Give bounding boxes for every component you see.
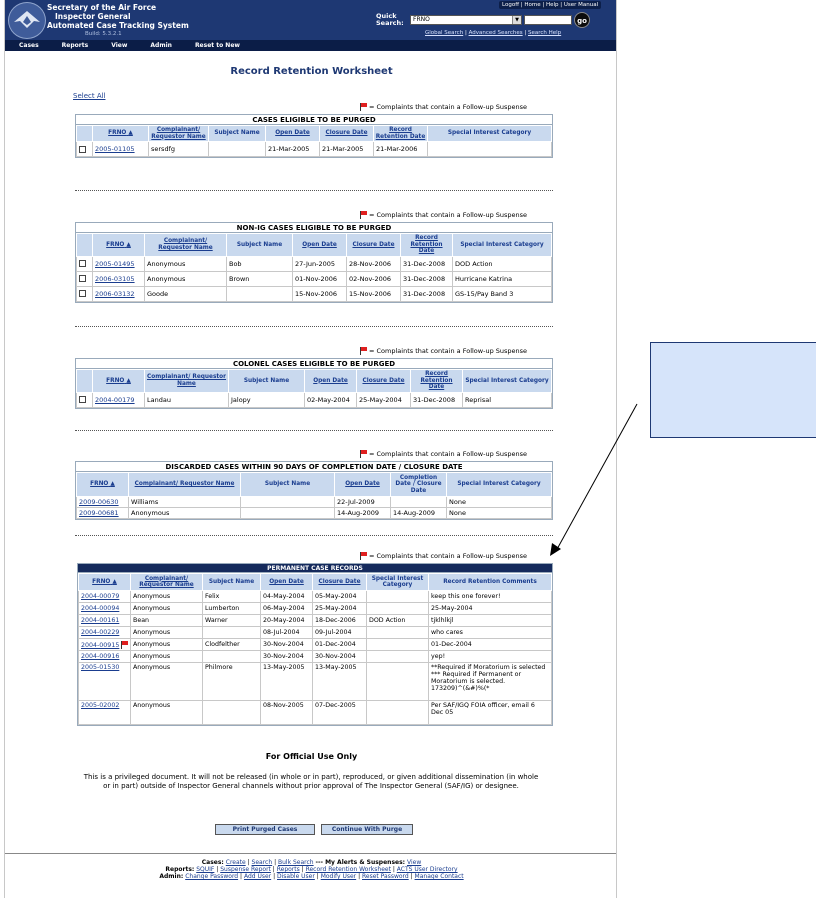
top-links: Logoff | Home | Help | User Manual bbox=[499, 1, 601, 9]
cell: 15-Nov-2006 bbox=[347, 286, 401, 301]
home-link[interactable]: Home bbox=[524, 2, 541, 8]
cell: Anonymous bbox=[129, 508, 241, 519]
cell: 28-Nov-2006 bbox=[347, 256, 401, 271]
col-special-interest: Special Interest Category bbox=[447, 473, 552, 497]
cell: Reprisal bbox=[463, 392, 552, 407]
col-open-date[interactable]: Open Date bbox=[305, 370, 357, 393]
frno-link[interactable]: 2006-03105 bbox=[95, 274, 135, 283]
col-complainant[interactable]: Complainant/ Requestor Name bbox=[145, 370, 229, 393]
nav-reset-to-new[interactable]: Reset to New bbox=[194, 42, 240, 49]
cell: 13-May-2005 bbox=[261, 663, 313, 701]
frno-link[interactable]: 2004-00179 bbox=[95, 395, 135, 404]
footer-alerts-label: --- My Alerts & Suspenses: bbox=[315, 859, 406, 866]
table-title: NON-IG CASES ELIGIBLE TO BE PURGED bbox=[76, 223, 552, 233]
cell: who cares bbox=[429, 627, 552, 639]
footer-bulk-search-link[interactable]: Bulk Search bbox=[278, 859, 314, 866]
cell: None bbox=[447, 497, 552, 508]
cell: Goode bbox=[145, 286, 227, 301]
col-closure-date[interactable]: Closure Date bbox=[313, 574, 367, 591]
col-retention-date[interactable]: Record Retention Date bbox=[411, 370, 463, 393]
cell: Jalopy bbox=[229, 392, 305, 407]
cell: 05-May-2004 bbox=[313, 591, 367, 603]
table-title: PERMANENT CASE RECORDS bbox=[78, 564, 552, 573]
col-open-date[interactable]: Open Date bbox=[335, 473, 391, 497]
sort-up-icon: ▲ bbox=[126, 241, 131, 248]
footer-squif-link[interactable]: SQUIF bbox=[196, 866, 215, 873]
chevron-down-icon: ▼ bbox=[512, 16, 521, 24]
callout-arrow-line bbox=[556, 404, 637, 551]
cell: Landau bbox=[145, 392, 229, 407]
col-complainant[interactable]: Complainant/ Requestor Name bbox=[149, 126, 209, 142]
frno-link[interactable]: 2004-00916 bbox=[81, 653, 120, 660]
frno-link[interactable]: 2004-00079 bbox=[81, 593, 120, 600]
cell: 04-May-2004 bbox=[261, 591, 313, 603]
cell: Philmore bbox=[203, 663, 261, 701]
footer-retention-worksheet-link[interactable]: Record Retention Worksheet bbox=[305, 866, 391, 873]
col-closure-date[interactable]: Closure Date bbox=[320, 126, 374, 142]
cell: 30-Nov-2004 bbox=[261, 639, 313, 651]
cell: **Required if Moratorium is selected *** Required if Permanent or Moratorium is selected. 173209)^(&#)%(* bbox=[429, 663, 552, 701]
cell: 02-May-2004 bbox=[305, 392, 357, 407]
cell: 25-May-2004 bbox=[313, 603, 367, 615]
footer-add-user-link[interactable]: Add User bbox=[243, 873, 272, 880]
col-frno-label: FRNO bbox=[92, 578, 111, 585]
col-open-date[interactable]: Open Date bbox=[293, 234, 347, 257]
cell: 08-Nov-2005 bbox=[261, 701, 313, 725]
title-line-3: Automated Case Tracking System bbox=[47, 21, 189, 30]
frno-link[interactable]: 2009-00630 bbox=[79, 498, 119, 506]
go-button[interactable]: go bbox=[574, 12, 590, 28]
frno-link[interactable]: 2005-01530 bbox=[81, 664, 120, 671]
col-subject: Subject Name bbox=[229, 370, 305, 393]
frno-link[interactable]: 2004-00161 bbox=[81, 617, 120, 624]
cell: Anonymous bbox=[131, 603, 203, 615]
footer-reset-password-link[interactable]: Reset Password bbox=[362, 873, 409, 880]
search-help-link[interactable]: Search Help bbox=[527, 30, 562, 36]
frno-link[interactable]: 2006-03132 bbox=[95, 289, 135, 298]
footer-reports-label: Reports: bbox=[165, 866, 195, 873]
cell: 09-Jul-2004 bbox=[313, 627, 367, 639]
col-subject: Subject Name bbox=[203, 574, 261, 591]
nav-view[interactable]: View bbox=[111, 42, 128, 49]
col-complainant[interactable]: Complainant/ Requestor Name bbox=[131, 574, 203, 591]
col-subject: Subject Name bbox=[209, 126, 266, 142]
quick-search-label-2: Search: bbox=[376, 19, 404, 27]
cell: Lumberton bbox=[203, 603, 261, 615]
cell: 21-Mar-2005 bbox=[266, 142, 320, 157]
nav-reports[interactable]: Reports bbox=[61, 42, 89, 49]
cell: 20-May-2004 bbox=[261, 615, 313, 627]
advanced-searches-link[interactable]: Advanced Searches bbox=[468, 30, 523, 36]
cell: Anonymous bbox=[131, 627, 203, 639]
cell: Brown bbox=[227, 271, 293, 286]
cell: DOD Action bbox=[453, 256, 552, 271]
cell: 25-May-2004 bbox=[357, 392, 411, 407]
col-complainant[interactable]: Complainant/ Requestor Name bbox=[129, 473, 241, 497]
cell: Anonymous bbox=[131, 651, 203, 663]
cell: 22-Jul-2009 bbox=[335, 497, 391, 508]
cell: 31-Dec-2008 bbox=[401, 271, 453, 286]
col-special-interest: Special Interest Category bbox=[428, 126, 552, 142]
footer-suspense-report-link[interactable]: Suspense Report bbox=[220, 866, 271, 873]
col-special-interest: Special Interest Category bbox=[453, 234, 552, 257]
cell: 31-Dec-2008 bbox=[401, 286, 453, 301]
cell: DOD Action bbox=[367, 615, 429, 627]
sort-up-icon: ▲ bbox=[126, 377, 131, 384]
cell: 06-May-2004 bbox=[261, 603, 313, 615]
cell: 14-Aug-2009 bbox=[391, 508, 447, 519]
cell: 30-Nov-2004 bbox=[313, 651, 367, 663]
frno-link[interactable]: 2004-00915 bbox=[81, 641, 120, 649]
col-completion-date: Completion Date / Closure Date bbox=[391, 473, 447, 497]
frno-link[interactable]: 2005-01495 bbox=[95, 259, 135, 268]
quick-search-label-1: Quick bbox=[376, 12, 397, 20]
legend-text: = Complaints that contain a Follow-up Suspense bbox=[369, 211, 528, 219]
cell: 14-Aug-2009 bbox=[335, 508, 391, 519]
col-frno-label: FRNO bbox=[90, 481, 109, 488]
cell: yep! bbox=[429, 651, 552, 663]
cell: 01-Dec-2004 bbox=[313, 639, 367, 651]
user-manual-link[interactable]: User Manual bbox=[563, 2, 599, 8]
cell: Anonymous bbox=[131, 701, 203, 725]
cell: 25-May-2004 bbox=[429, 603, 552, 615]
col-closure-date[interactable]: Closure Date bbox=[347, 234, 401, 257]
cell: Anonymous bbox=[131, 591, 203, 603]
help-link[interactable]: Help bbox=[545, 2, 559, 8]
continue-with-purge-button[interactable]: Continue With Purge bbox=[321, 824, 413, 835]
cell: 07-Dec-2005 bbox=[313, 701, 367, 725]
cell: 31-Dec-2008 bbox=[401, 256, 453, 271]
footer-user-directory-link[interactable]: ACTS User Directory bbox=[396, 866, 458, 873]
cell: 01-Dec-2004 bbox=[429, 639, 552, 651]
nav-admin[interactable]: Admin bbox=[150, 42, 172, 49]
cell: Anonymous bbox=[145, 256, 227, 271]
col-special-interest: Special Interest Category bbox=[367, 574, 429, 591]
cell: 02-Nov-2006 bbox=[347, 271, 401, 286]
logoff-link[interactable]: Logoff bbox=[502, 2, 519, 8]
footer-change-password-link[interactable]: Change Password bbox=[185, 873, 239, 880]
col-subject: Subject Name bbox=[227, 234, 293, 257]
col-open-date[interactable]: Open Date bbox=[266, 126, 320, 142]
col-special-interest: Special Interest Category bbox=[463, 370, 552, 393]
search-links: Global Search | Advanced Searches | Search Help bbox=[425, 30, 562, 36]
frno-link[interactable]: 2004-00094 bbox=[81, 605, 120, 612]
footer-cases-label: Cases: bbox=[201, 859, 224, 866]
footer-modify-user-link[interactable]: Modify User bbox=[320, 873, 357, 880]
legend-text: = Complaints that contain a Follow-up Suspense bbox=[369, 347, 528, 355]
frno-link[interactable]: 2004-00229 bbox=[81, 629, 120, 636]
frno-link[interactable]: 2005-02002 bbox=[81, 702, 120, 709]
quick-search-select-value: FRNO bbox=[413, 16, 430, 23]
frno-link[interactable]: 2009-00681 bbox=[79, 509, 119, 517]
print-purged-cases-button[interactable]: Print Purged Cases bbox=[215, 824, 315, 835]
cell: 21-Mar-2005 bbox=[320, 142, 374, 157]
sort-up-icon: ▲ bbox=[110, 481, 115, 488]
cell: 13-May-2005 bbox=[313, 663, 367, 701]
page-title: Record Retention Worksheet bbox=[230, 66, 393, 77]
sort-up-icon: ▲ bbox=[128, 130, 133, 137]
cell: 01-Nov-2006 bbox=[293, 271, 347, 286]
cell: Anonymous bbox=[131, 663, 203, 701]
cell: None bbox=[447, 508, 552, 519]
cell: Williams bbox=[129, 497, 241, 508]
legend-text: = Complaints that contain a Follow-up Suspense bbox=[369, 450, 528, 458]
cell: Hurricane Katrina bbox=[453, 271, 552, 286]
footer-create-link[interactable]: Create bbox=[225, 859, 246, 866]
cell: tjklhlkjl bbox=[429, 615, 552, 627]
cell: 15-Nov-2006 bbox=[293, 286, 347, 301]
footer-reports-row: Reports: SQUIF | Suspense Report | Reports | Record Retention Worksheet | ACTS User Directory bbox=[165, 866, 458, 873]
cell: 27-Jun-2005 bbox=[293, 256, 347, 271]
cell: Clodfelther bbox=[203, 639, 261, 651]
cell: Anonymous bbox=[131, 639, 203, 651]
nav-cases[interactable]: Cases bbox=[19, 42, 39, 49]
sort-up-icon: ▲ bbox=[112, 578, 117, 585]
cell: 18-Dec-2006 bbox=[313, 615, 367, 627]
footer-admin-row: Admin: Change Password | Add User | Disable User | Modify User | Reset Password | Manage Contact bbox=[159, 873, 464, 880]
table-title: DISCARDED CASES WITHIN 90 DAYS OF COMPLETION DATE / CLOSURE DATE bbox=[76, 462, 552, 472]
cell: keep this one forever! bbox=[429, 591, 552, 603]
col-frno-label: FRNO bbox=[106, 241, 125, 248]
title-line-2: Inspector General bbox=[55, 12, 131, 21]
footer-manage-contact-link[interactable]: Manage Contact bbox=[414, 873, 464, 880]
select-all-link[interactable]: Select All bbox=[73, 92, 106, 100]
footer-disable-user-link[interactable]: Disable User bbox=[277, 873, 315, 880]
global-search-link[interactable]: Global Search bbox=[425, 30, 464, 36]
title-line-1: Secretary of the Air Force bbox=[47, 3, 157, 12]
cell: 08-Jul-2004 bbox=[261, 627, 313, 639]
footer-cases-row: Cases: Create | Search | Bulk Search --- My Alerts & Suspenses: View bbox=[201, 859, 422, 866]
legend-text: = Complaints that contain a Follow-up Suspense bbox=[369, 552, 528, 560]
table-title: CASES ELIGIBLE TO BE PURGED bbox=[76, 115, 552, 125]
cell: GS-15/Pay Band 3 bbox=[453, 286, 552, 301]
cell: Bean bbox=[131, 615, 203, 627]
col-frno-label: FRNO bbox=[106, 377, 125, 384]
privileged-notice: This is a privileged document. It will not be released (in whole or in part), reproduced, or given additional dissemination (in whole or in part) outside of Inspector General channels without prior approval of The Inspector General (SAF/IG) or designee. bbox=[83, 773, 539, 790]
fouo-notice: For Official Use Only bbox=[265, 752, 358, 761]
cell: 21-Mar-2006 bbox=[374, 142, 428, 157]
col-complainant[interactable]: Complainant/ Requestor Name bbox=[145, 234, 227, 257]
cell: Anonymous bbox=[145, 271, 227, 286]
col-subject: Subject Name bbox=[241, 473, 335, 497]
cell: sersdfg bbox=[149, 142, 209, 157]
footer-reports-link[interactable]: Reports bbox=[276, 866, 300, 873]
footer-search-link[interactable]: Search bbox=[251, 859, 273, 866]
cell: Felix bbox=[203, 591, 261, 603]
cell: Per SAF/IGQ FOIA officer, email 6 Dec 05 bbox=[429, 701, 552, 725]
col-frno-label: FRNO bbox=[108, 130, 127, 137]
col-retention-date[interactable]: Record Retention Date bbox=[401, 234, 453, 257]
cell: Bob bbox=[227, 256, 293, 271]
cell: 31-Dec-2008 bbox=[411, 392, 463, 407]
frno-link[interactable]: 2005-01105 bbox=[95, 145, 135, 153]
build-number: Build: 5.3.2.1 bbox=[85, 31, 122, 37]
footer-admin-label: Admin: bbox=[159, 873, 184, 880]
col-retention-comments: Record Retention Comments bbox=[429, 574, 552, 591]
table-title: COLONEL CASES ELIGIBLE TO BE PURGED bbox=[76, 359, 552, 369]
footer-view-link[interactable]: View bbox=[406, 859, 422, 866]
cell: 30-Nov-2004 bbox=[261, 651, 313, 663]
col-closure-date[interactable]: Closure Date bbox=[357, 370, 411, 393]
col-open-date[interactable]: Open Date bbox=[261, 574, 313, 591]
col-retention-date[interactable]: Record Retention Date bbox=[374, 126, 428, 142]
cell: Warner bbox=[203, 615, 261, 627]
legend-text: = Complaints that contain a Follow-up Suspense bbox=[369, 103, 528, 111]
